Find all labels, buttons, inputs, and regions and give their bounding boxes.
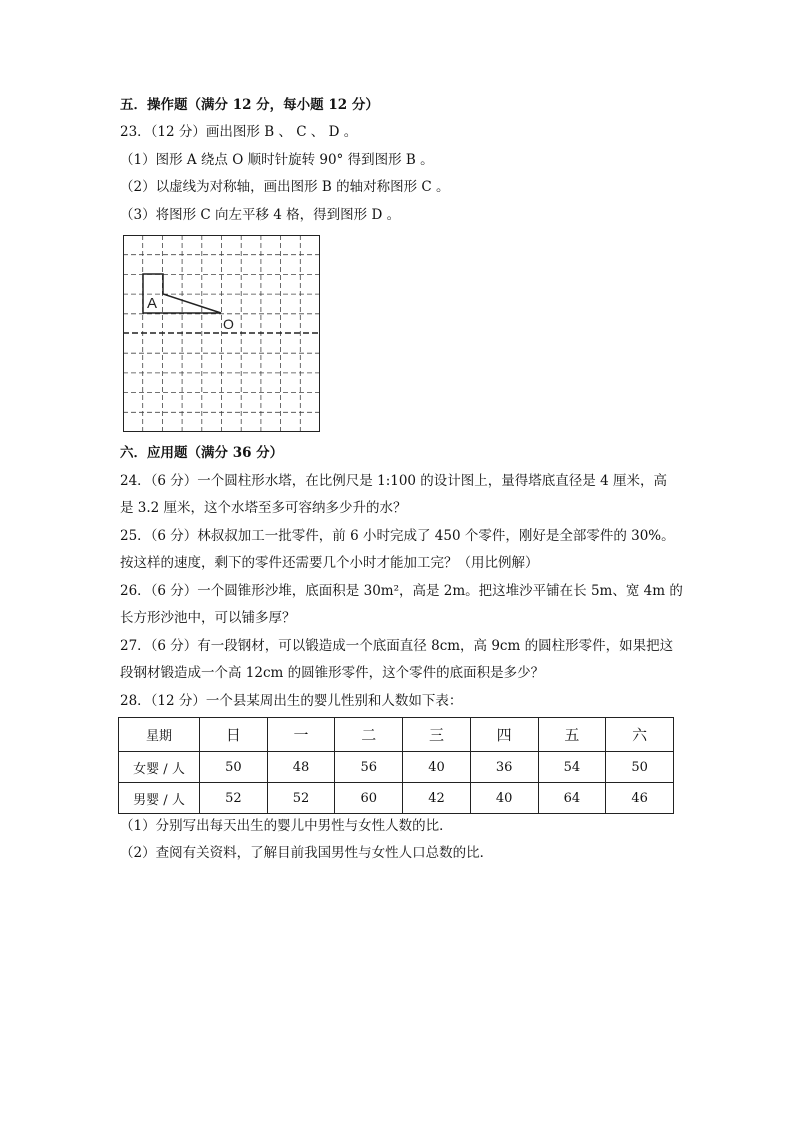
- table-cell: 40: [403, 752, 471, 783]
- question-25-line-1: 25．（6 分）林叔叔加工一批零件，前 6 小时完成了 450 个零件，刚好是全部零件的 30%。: [120, 528, 675, 544]
- table-row-label: 女婴 / 人: [119, 752, 200, 783]
- question-23-part-2: （2）以虚线为对称轴，画出图形 B 的轴对称图形 C 。: [120, 179, 450, 195]
- table-cell: 64: [538, 783, 606, 814]
- table-cell: 42: [403, 783, 471, 814]
- table-cell: 36: [470, 752, 538, 783]
- question-24-line-1: 24．（6 分）一个圆柱形水塔，在比例尺是 1:100 的设计图上，量得塔底直径是 4 厘米，高: [120, 473, 667, 489]
- table-cell: 60: [335, 783, 403, 814]
- table-header-cell: 三: [403, 718, 471, 752]
- table-cell: 50: [606, 752, 674, 783]
- table-header-cell: 二: [335, 718, 403, 752]
- table-cell: 52: [200, 783, 268, 814]
- table-row: [119, 752, 674, 783]
- table-header-cell: 星期: [119, 718, 200, 752]
- table-header-row: [119, 718, 674, 752]
- table-header-cell: 日: [200, 718, 268, 752]
- table-cell: 48: [267, 752, 335, 783]
- question-27-line-2: 段钢材锻造成一个高 12cm 的圆锥形零件，这个零件的底面积是多少？: [120, 665, 545, 681]
- births-table: [118, 717, 674, 814]
- question-25-line-2: 按这样的速度，剩下的零件还需要几个小时才能加工完？（用比例解）: [120, 555, 539, 571]
- question-26-line-2: 长方形沙池中，可以铺多厚？: [120, 610, 296, 626]
- table-header-cell: 五: [538, 718, 606, 752]
- table-header-cell: 一: [267, 718, 335, 752]
- section-6-title: 六．应用题（满分 36 分）: [120, 445, 284, 461]
- question-23-part-1: （1）图形 A 绕点 O 顺时针旋转 90° 得到图形 B 。: [120, 152, 434, 168]
- label-a: A: [147, 295, 158, 312]
- grid-figure: [123, 235, 320, 432]
- table-cell: 54: [538, 752, 606, 783]
- table-cell: 40: [470, 783, 538, 814]
- table-header-cell: 六: [606, 718, 674, 752]
- section-5-title: 五．操作题（满分 12 分，每小题 12 分）: [120, 97, 379, 113]
- table-row-label: 男婴 / 人: [119, 783, 200, 814]
- question-28: 28．（12 分）一个县某周出生的婴儿性别和人数如下表：: [120, 693, 463, 709]
- table-cell: 46: [606, 783, 674, 814]
- grid-svg: [123, 235, 320, 432]
- question-23: 23．（12 分）画出图形 B 、 C 、 D 。: [120, 124, 358, 140]
- table-cell: 50: [200, 752, 268, 783]
- table-cell: 56: [335, 752, 403, 783]
- table-header-cell: 四: [470, 718, 538, 752]
- table-cell: 52: [267, 783, 335, 814]
- label-o: O: [223, 316, 234, 332]
- question-24-line-2: 是 3.2 厘米，这个水塔至多可容纳多少升的水？: [120, 500, 407, 516]
- question-27-line-1: 27．（6 分）有一段钢材，可以锻造成一个底面直径 8cm，高 9cm 的圆柱形零件，如果把这: [120, 638, 674, 654]
- question-23-part-3: （3）将图形 C 向左平移 4 格，得到图形 D 。: [120, 207, 401, 223]
- question-28-part-1: （1）分别写出每天出生的婴儿中男性与女性人数的比．: [120, 818, 453, 834]
- question-26-line-1: 26．（6 分）一个圆锥形沙堆，底面积是 30m²，高是 2m。把这堆沙平铺在长 5m、宽 4m 的: [120, 583, 683, 599]
- table-row: [119, 783, 674, 814]
- question-28-part-2: （2）查阅有关资料，了解目前我国男性与女性人口总数的比．: [120, 845, 494, 861]
